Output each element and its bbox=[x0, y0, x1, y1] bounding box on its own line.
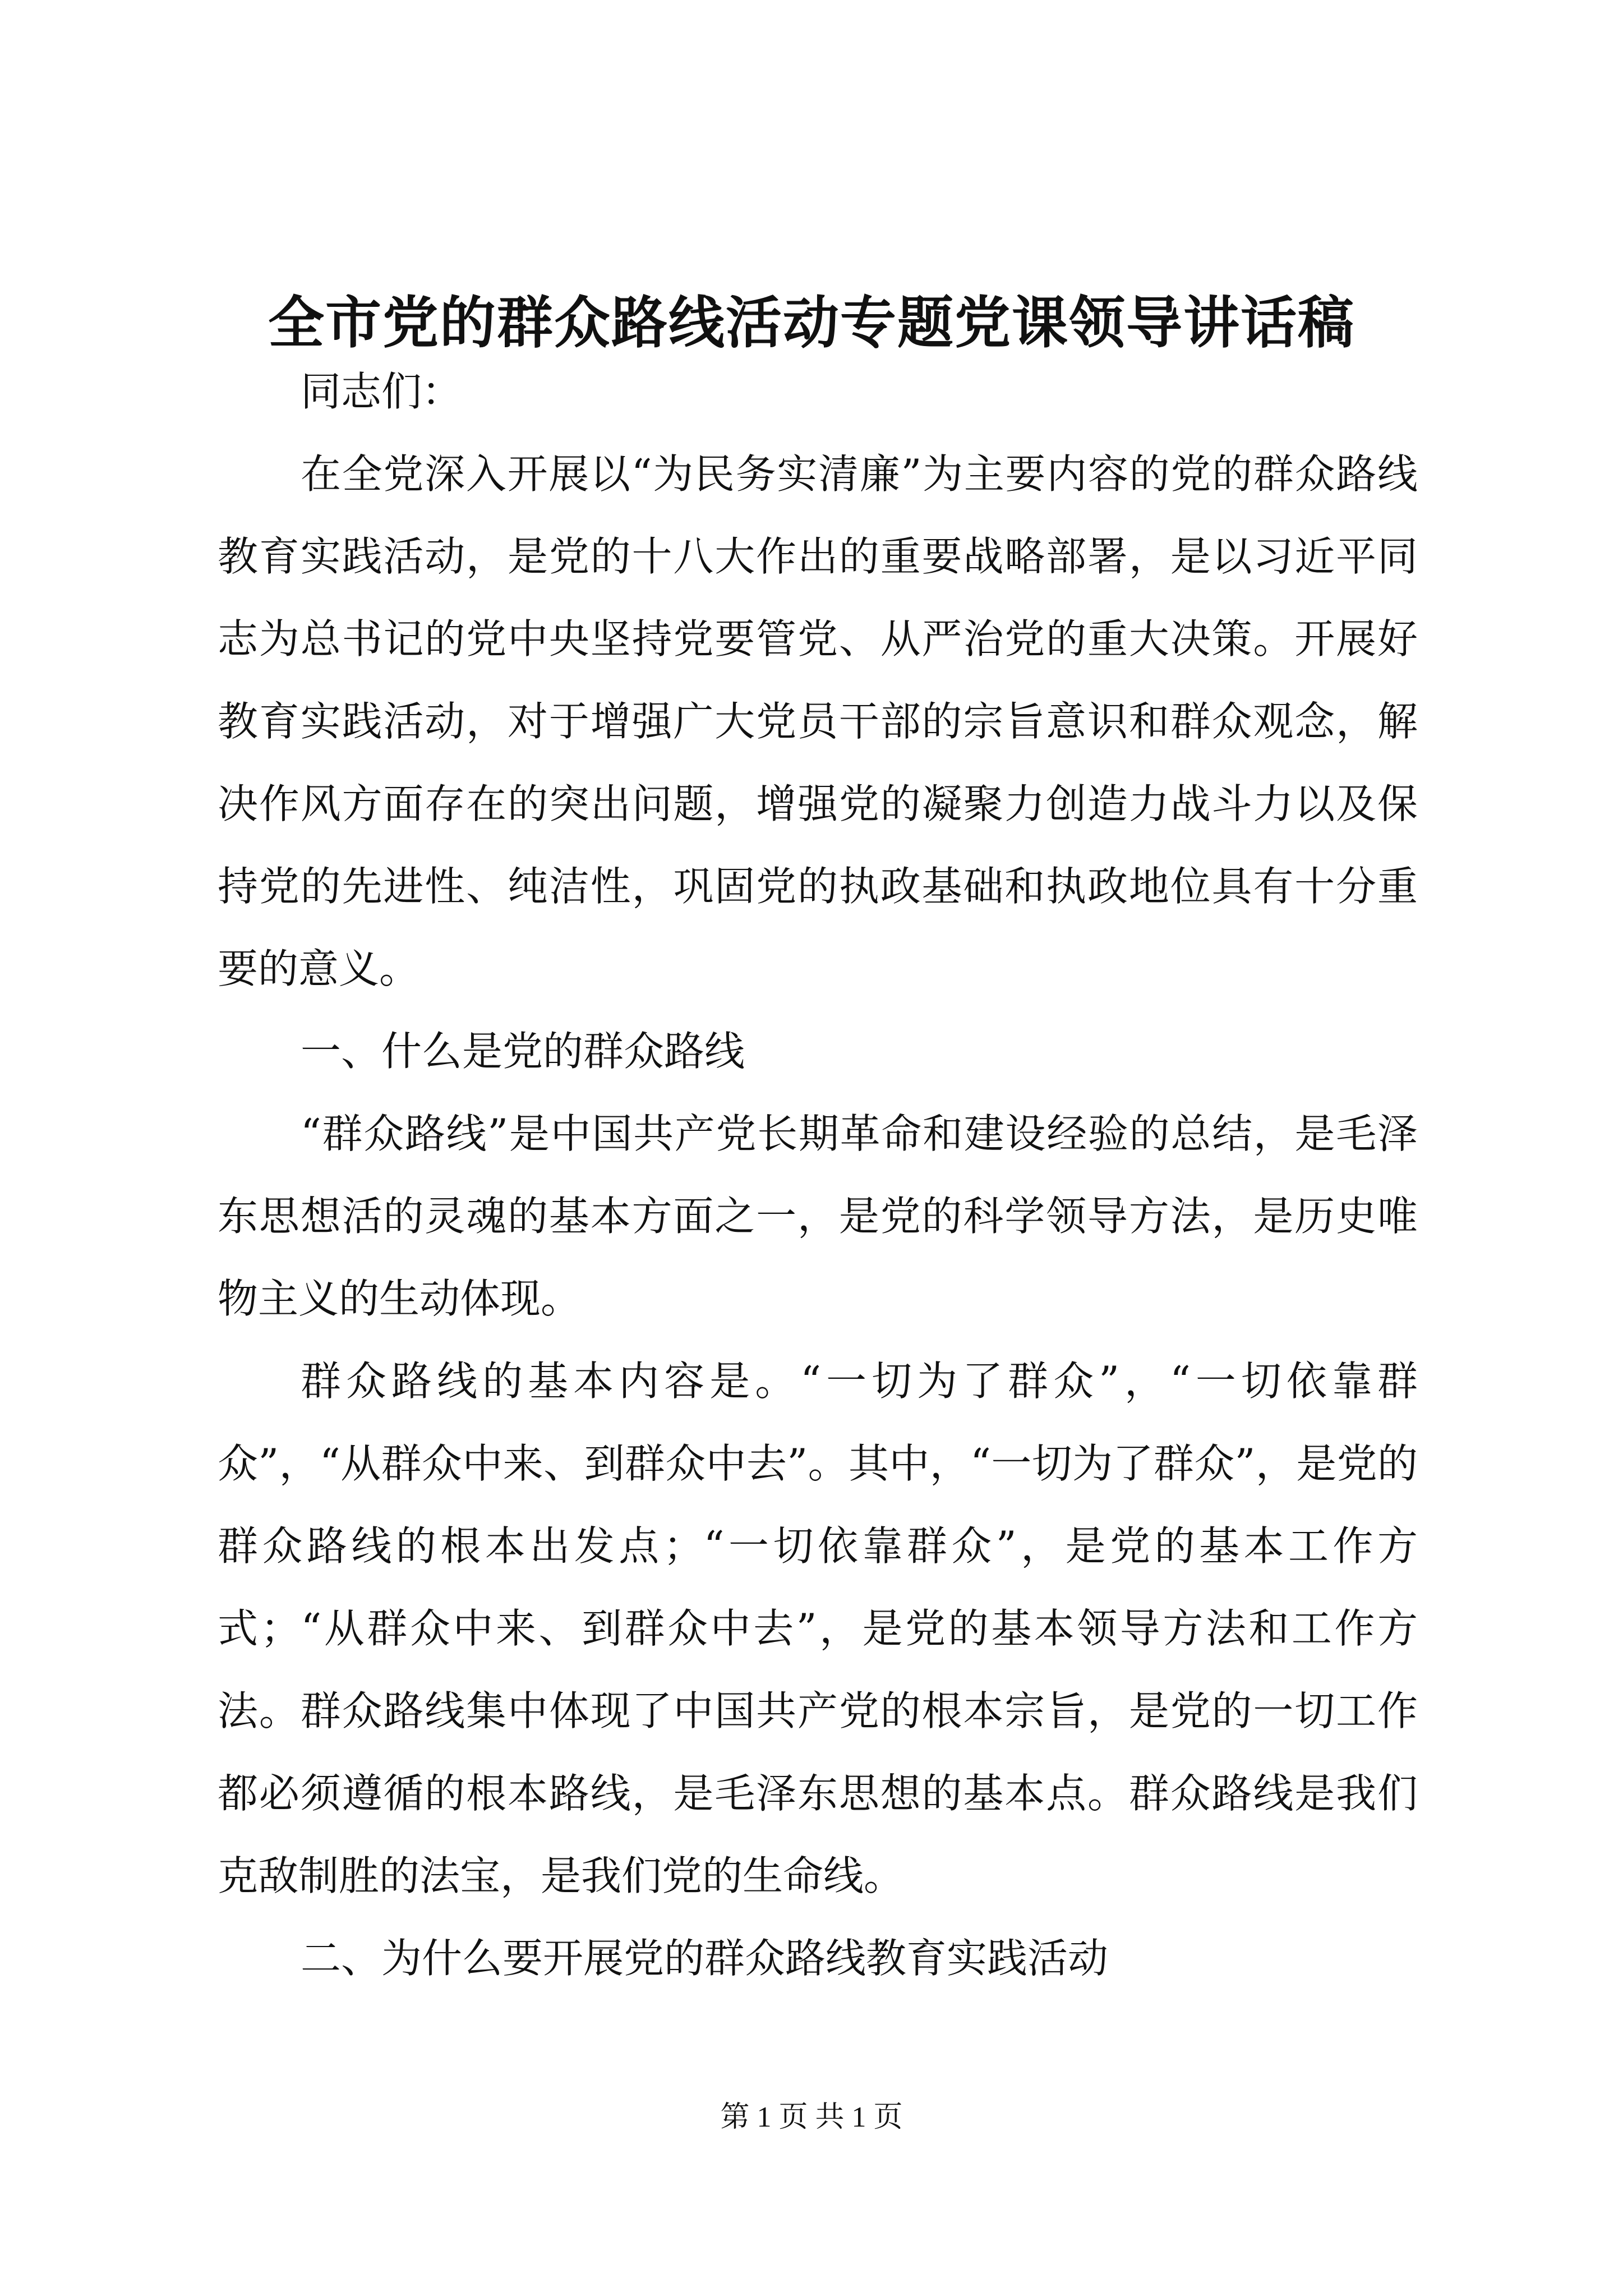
paragraph: “群众路线”是中国共产党长期革命和建设经验的总结，是毛泽东思想活的灵魂的基本方面之一，是党的科学领导方法，是历史唯物主义的生动体现。 bbox=[218, 1110, 1418, 1322]
paragraph: 群众路线的基本内容是。“一切为了群众”，“一切依靠群众”，“从群众中来、到群众中去”。其中，“一切为了群众”，是党的群众路线的根本出发点；“一切依靠群众”，是党的基本工作方式；“从群众中来、到群众中去”，是党的基本领导方法和工作方法。群众路线集中体现了中国共产党的根本宗旨，是党的一切工作都必须遵循的根本路线，是毛泽东思想的基本点。群众路线是我们克敌制胜的法宝，是我们党的生命线。 bbox=[218, 1358, 1418, 1899]
document-title: 全市党的群众路线活动专题党课领导讲话稿 bbox=[268, 289, 1355, 356]
section-heading: 一、什么是党的群众路线 bbox=[301, 1028, 745, 1075]
section-heading: 二、为什么要开展党的群众路线教育实践活动 bbox=[301, 1935, 1109, 1982]
document-body bbox=[218, 351, 1418, 2000]
salutation: 同志们： bbox=[301, 368, 463, 415]
paragraph: 在全党深入开展以“为民务实清廉”为主要内容的党的群众路线教育实践活动，是党的十八大作出的重要战略部署，是以习近平同志为总书记的党中央坚持党要管党、从严治党的重大决策。开展好教育实践活动，对于增强广大党员干部的宗旨意识和群众观念，解决作风方面存在的突出问题，增强党的凝聚力创造力战斗力以及保持党的先进性、纯洁性，巩固党的执政基础和执政地位具有十分重要的意义。 bbox=[218, 450, 1418, 992]
page-number-footer: 第 1 页 共 1 页 bbox=[720, 2101, 903, 2133]
